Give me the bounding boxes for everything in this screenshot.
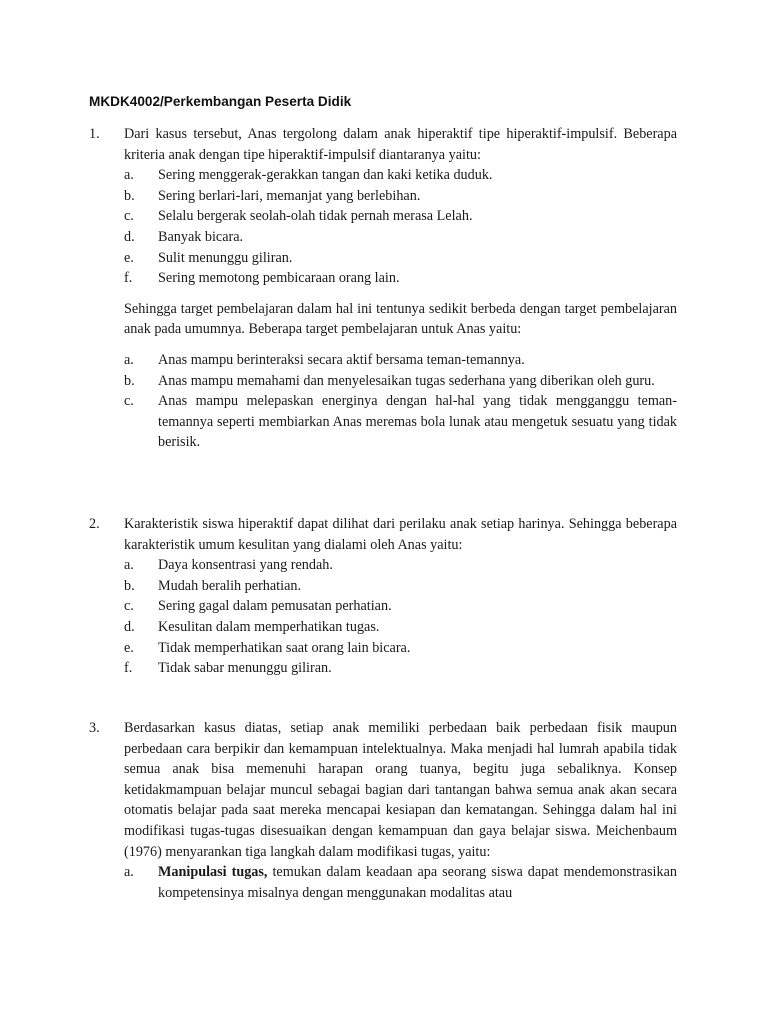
list-item-text: Anas mampu melepaskan energinya dengan hal-hal yang tidak mengganggu teman-temannya seperti membiarkan Anas meremas bola lunak atau mengetuk sesuatu yang tidak berisik.	[158, 393, 677, 451]
list-marker: d.	[124, 618, 135, 635]
list-item	[124, 268, 677, 289]
list-marker: d.	[124, 228, 135, 245]
list-item-text: Anas mampu berinteraksi secara aktif bersama teman-temannya.	[158, 351, 525, 368]
list-item	[124, 862, 677, 903]
list-item-text: Banyak bicara.	[158, 228, 244, 245]
list-item	[124, 248, 677, 269]
difficulties-list	[124, 555, 677, 679]
item-body	[124, 718, 677, 903]
list-marker: c.	[124, 598, 134, 615]
item-middle-paragraph: Sehingga target pembelajaran dalam hal ini tentunya sedikit berbeda dengan target pembelajaran anak pada umumnya. Beberapa target pembelajaran untuk Anas yaitu:	[124, 300, 677, 338]
list-marker: a.	[124, 351, 134, 368]
list-item	[124, 576, 677, 597]
list-marker: f.	[124, 270, 133, 287]
list-marker: a.	[124, 864, 134, 881]
list-item-text: Mudah beralih perhatian.	[158, 577, 302, 594]
list-marker: b.	[124, 372, 135, 389]
list-item	[124, 350, 677, 371]
list-item	[124, 165, 677, 186]
list-item-text: Anas mampu memahami dan menyelesaikan tugas sederhana yang diberikan oleh guru.	[158, 372, 655, 389]
list-item-text: Selalu bergerak seolah-olah tidak pernah merasa Lelah.	[158, 208, 473, 225]
item-number: 1.	[89, 126, 100, 142]
list-marker: b.	[124, 187, 135, 204]
modification-steps-list	[124, 862, 677, 903]
list-marker: c.	[124, 208, 134, 225]
item-number: 2.	[89, 516, 100, 532]
list-marker: f.	[124, 660, 133, 677]
criteria-list	[124, 165, 677, 289]
list-marker: c.	[124, 393, 134, 410]
question-item-3	[0, 718, 768, 903]
list-item-text: Sering memotong pembicaraan orang lain.	[158, 270, 400, 287]
item-intro: Berdasarkan kasus diatas, setiap anak memiliki perbedaan baik perbedaan fisik maupun perbedaan cara berpikir dan kemampuan intelektualnya. Maka menjadi hal lumrah apabila tidak semua anak bisa memenuhi harapan orang tuanya, begitu juga sebaliknya. Konsep ketidakmampuan belajar muncul sebagai bagian dari tantangan bahwa semua anak akan secara otomatis belajar pada saat mereka mencapai kesiapan dan kematangan. Sehingga dalam hal ini modifikasi tugas-tugas disesuaikan dengan kemampuan dan gaya belajar siswa. Meichenbaum (1976) menyarankan tiga langkah dalam modifikasi tugas, yaitu:	[124, 720, 677, 860]
list-item-text: Sering gagal dalam pemusatan perhatian.	[158, 598, 392, 615]
list-marker: a.	[124, 557, 134, 574]
list-marker: b.	[124, 577, 135, 594]
list-marker: e.	[124, 639, 134, 656]
list-item	[124, 638, 677, 659]
item-number: 3.	[89, 720, 100, 736]
list-item-bold-term: Manipulasi tugas,	[158, 864, 268, 881]
list-item	[124, 391, 677, 453]
list-marker: a.	[124, 167, 134, 184]
list-item	[124, 658, 677, 679]
list-item	[124, 596, 677, 617]
list-item-text: Sulit menunggu giliran.	[158, 249, 293, 266]
list-marker: e.	[124, 249, 134, 266]
item-intro: Dari kasus tersebut, Anas tergolong dalam anak hiperaktif tipe hiperaktif-impulsif. Beberapa kriteria anak dengan tipe hiperaktif-impulsif diantaranya yaitu:	[124, 126, 677, 163]
item-intro: Karakteristik siswa hiperaktif dapat dilihat dari perilaku anak setiap harinya. Sehingga beberapa karakteristik umum kesulitan yang dialami oleh Anas yaitu:	[124, 516, 677, 553]
targets-list	[124, 350, 677, 453]
list-item	[124, 371, 677, 392]
list-item-text: Sering menggerak-gerakkan tangan dan kaki ketika duduk.	[158, 167, 493, 184]
item-body	[124, 124, 677, 453]
list-item-text: temukan dalam keadaan apa seorang siswa dapat mendemonstrasikan kompetensinya misalnya dengan menggunakan modalitas atau	[158, 864, 677, 901]
list-item-text: Kesulitan dalam memperhatikan tugas.	[158, 618, 380, 635]
list-item	[124, 206, 677, 227]
item-body	[124, 514, 677, 679]
list-item-text: Tidak memperhatikan saat orang lain bicara.	[158, 639, 411, 656]
list-item	[124, 555, 677, 576]
list-item	[124, 227, 677, 248]
list-item-text: Tidak sabar menunggu giliran.	[158, 660, 332, 677]
document-title: MKDK4002/Perkembangan Peserta Didik	[89, 94, 352, 109]
question-item-1	[0, 124, 768, 453]
list-item	[124, 186, 677, 207]
list-item	[124, 617, 677, 638]
question-item-2	[0, 514, 768, 679]
list-item-text: Sering berlari-lari, memanjat yang berlebihan.	[158, 187, 421, 204]
list-item-text: Daya konsentrasi yang rendah.	[158, 557, 333, 574]
